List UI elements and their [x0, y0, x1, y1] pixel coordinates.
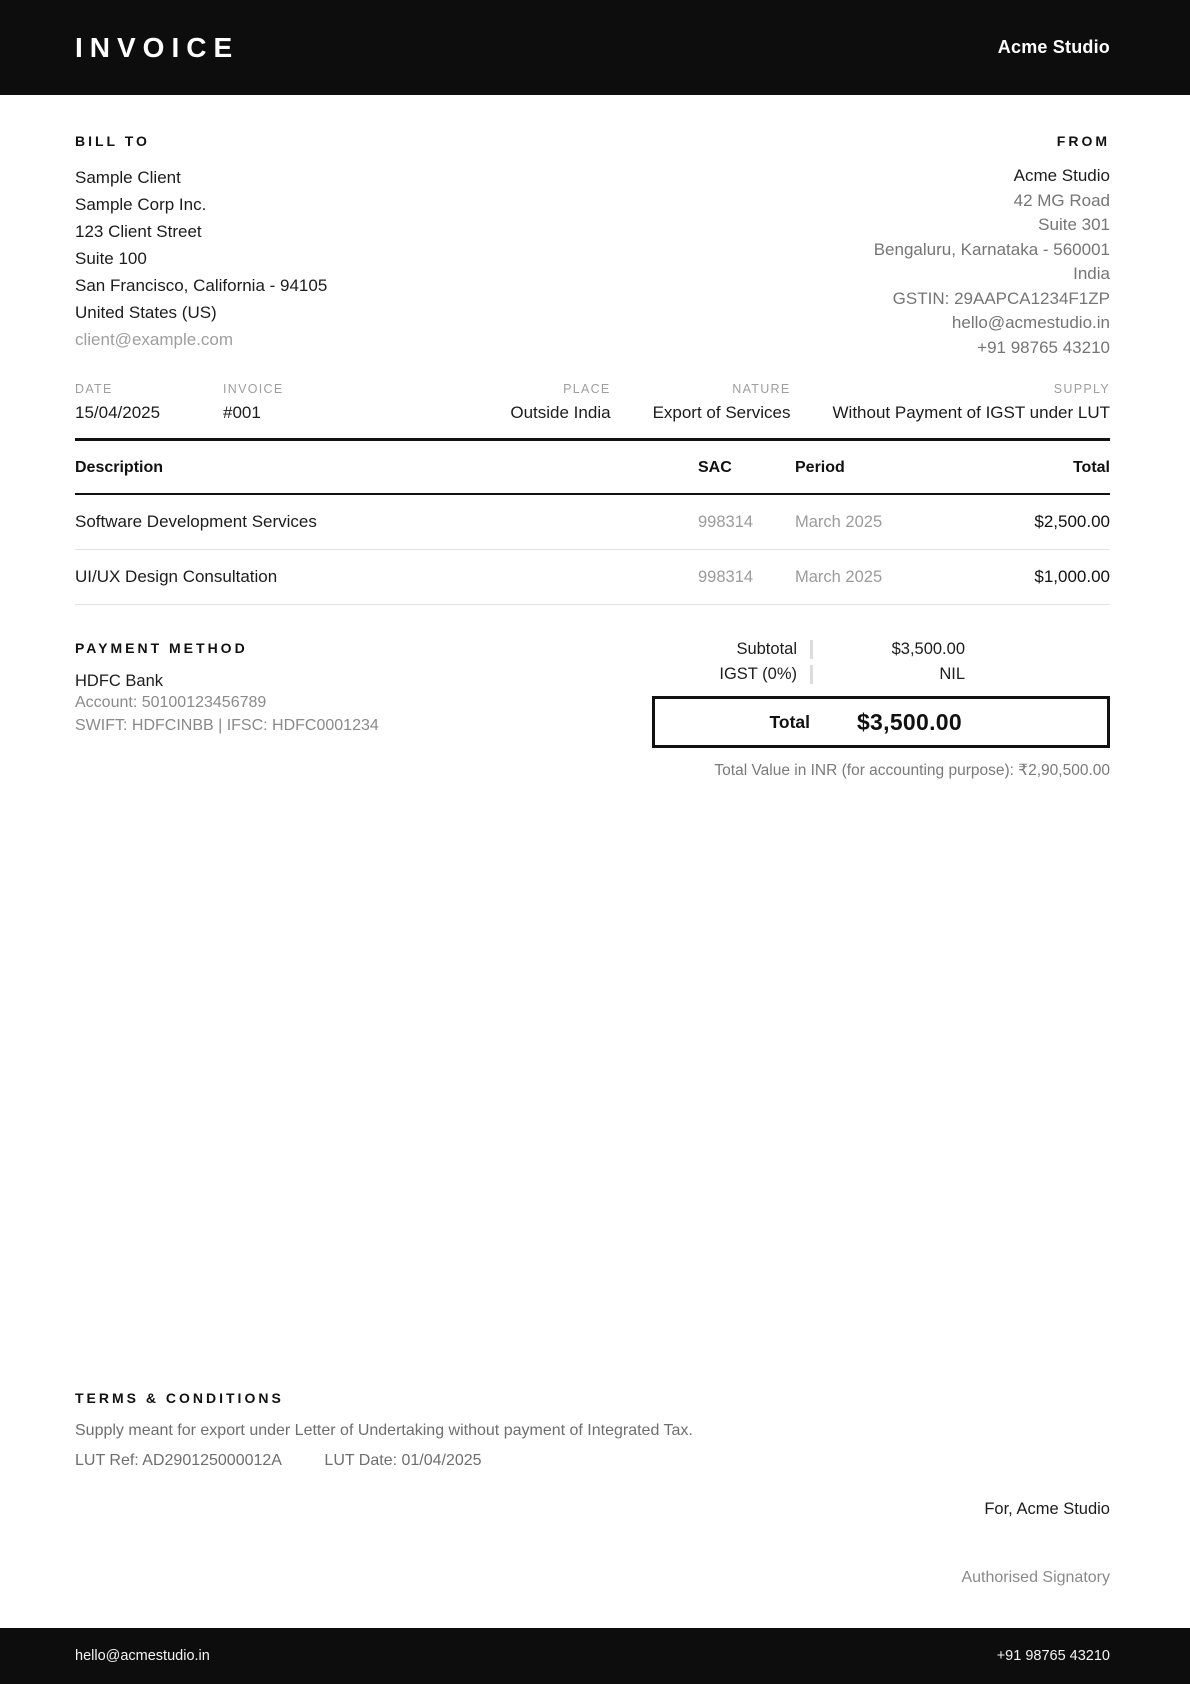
bank-name: HDFC Bank [75, 672, 164, 690]
bill-to-name: Sample Client [75, 168, 181, 187]
footer-email: hello@acmestudio.in [75, 1648, 210, 1664]
grand-total-box [652, 696, 1110, 748]
parties-section [75, 133, 1110, 360]
table-header-row [75, 438, 1110, 495]
terms-heading: TERMS & CONDITIONS [75, 1390, 284, 1406]
table-row [75, 495, 1110, 550]
meta-place-value: Outside India [510, 403, 611, 422]
meta-nature-label: NATURE [732, 382, 791, 396]
header-bar [0, 0, 1190, 95]
item-sac: 998314 [698, 512, 754, 531]
item-sac: 998314 [698, 567, 754, 586]
bank-account: Account: 50100123456789 [75, 694, 267, 711]
grand-total-value: $3,500.00 [856, 708, 962, 735]
item-total: $2,500.00 [1034, 512, 1110, 531]
col-header-period: Period [795, 459, 845, 476]
bill-to-block [75, 133, 327, 360]
payment-method-block [75, 640, 495, 737]
company-name-header: Acme Studio [997, 37, 1110, 57]
item-description: Software Development Services [75, 512, 317, 531]
meta-nature [653, 382, 791, 423]
from-city: Bengaluru, Karnataka - 560001 [873, 239, 1110, 259]
spacer [75, 780, 1110, 1390]
payment-method-heading: PAYMENT METHOD [75, 640, 248, 656]
totals-block [652, 640, 1110, 780]
bill-to-heading: BILL TO [75, 133, 150, 149]
signature-for-line: For, Acme Studio [984, 1500, 1110, 1518]
meta-invoice-value: #001 [223, 403, 261, 422]
meta-date [75, 382, 223, 423]
igst-label: IGST (0%) [719, 665, 797, 683]
igst-row [652, 665, 1110, 684]
col-header-description: Description [75, 459, 164, 476]
meta-place [343, 382, 611, 423]
invoice-body [0, 95, 1190, 1628]
payment-totals-section [75, 640, 1110, 780]
lut-ref: LUT Ref: AD290125000012A [75, 1452, 282, 1469]
line-items-table [75, 438, 1110, 605]
meta-nature-value: Export of Services [652, 403, 791, 422]
bill-to-email: client@example.com [75, 330, 234, 349]
meta-supply-label: SUPPLY [1053, 382, 1110, 396]
bill-to-country: United States (US) [75, 303, 217, 322]
meta-supply [833, 382, 1110, 423]
item-description: UI/UX Design Consultation [75, 567, 278, 586]
authorised-signatory-label: Authorised Signatory [961, 1569, 1110, 1586]
bill-to-street: 123 Client Street [75, 222, 202, 241]
inr-conversion-note: Total Value in INR (for accounting purpose): ₹2,90,500.00 [714, 762, 1110, 779]
meta-place-label: PLACE [563, 382, 611, 396]
meta-date-value: 15/04/2025 [75, 403, 161, 422]
item-period: March 2025 [795, 567, 883, 586]
invoice-meta-row [75, 382, 1110, 423]
meta-invoice-number [223, 382, 343, 423]
footer-phone: +91 98765 43210 [996, 1648, 1110, 1664]
page-title: INVOICE [75, 31, 240, 63]
bill-to-address [75, 164, 327, 353]
subtotal-label: Subtotal [736, 640, 797, 658]
col-header-sac: SAC [698, 459, 732, 476]
igst-value: NIL [939, 665, 965, 683]
grand-total-label: Total [769, 711, 810, 732]
bill-to-city: San Francisco, California - 94105 [75, 276, 328, 295]
from-gstin: GSTIN: 29AAPCA1234F1ZP [892, 288, 1110, 308]
bank-swift-ifsc: SWIFT: HDFCINBB | IFSC: HDFC0001234 [75, 716, 379, 734]
from-address [874, 164, 1110, 360]
from-country: India [1073, 264, 1110, 283]
subtotal-row [652, 640, 1110, 659]
lut-row [75, 1450, 1110, 1472]
from-street: 42 MG Road [1013, 190, 1110, 210]
meta-date-label: DATE [75, 382, 113, 396]
terms-text: Supply meant for export under Letter of Undertaking without payment of Integrated Tax. [75, 1422, 693, 1439]
table-row [75, 550, 1110, 605]
item-period: March 2025 [795, 512, 883, 531]
terms-section [75, 1390, 1110, 1472]
col-header-total: Total [1072, 459, 1110, 476]
from-email: hello@acmestudio.in [951, 313, 1110, 332]
from-block [874, 133, 1110, 360]
meta-supply-value: Without Payment of IGST under LUT [832, 403, 1110, 422]
footer-bar [0, 1628, 1190, 1684]
meta-invoice-label: INVOICE [223, 382, 284, 396]
from-heading: FROM [1056, 133, 1110, 149]
bill-to-company: Sample Corp Inc. [75, 195, 207, 214]
subtotal-value: $3,500.00 [891, 640, 965, 658]
signature-section [75, 1498, 1110, 1588]
lut-date: LUT Date: 01/04/2025 [324, 1452, 482, 1469]
from-name: Acme Studio [1013, 166, 1110, 185]
item-total: $1,000.00 [1034, 567, 1110, 586]
from-suite: Suite 301 [1038, 215, 1110, 234]
bill-to-suite: Suite 100 [75, 249, 147, 268]
from-phone: +91 98765 43210 [977, 337, 1110, 357]
